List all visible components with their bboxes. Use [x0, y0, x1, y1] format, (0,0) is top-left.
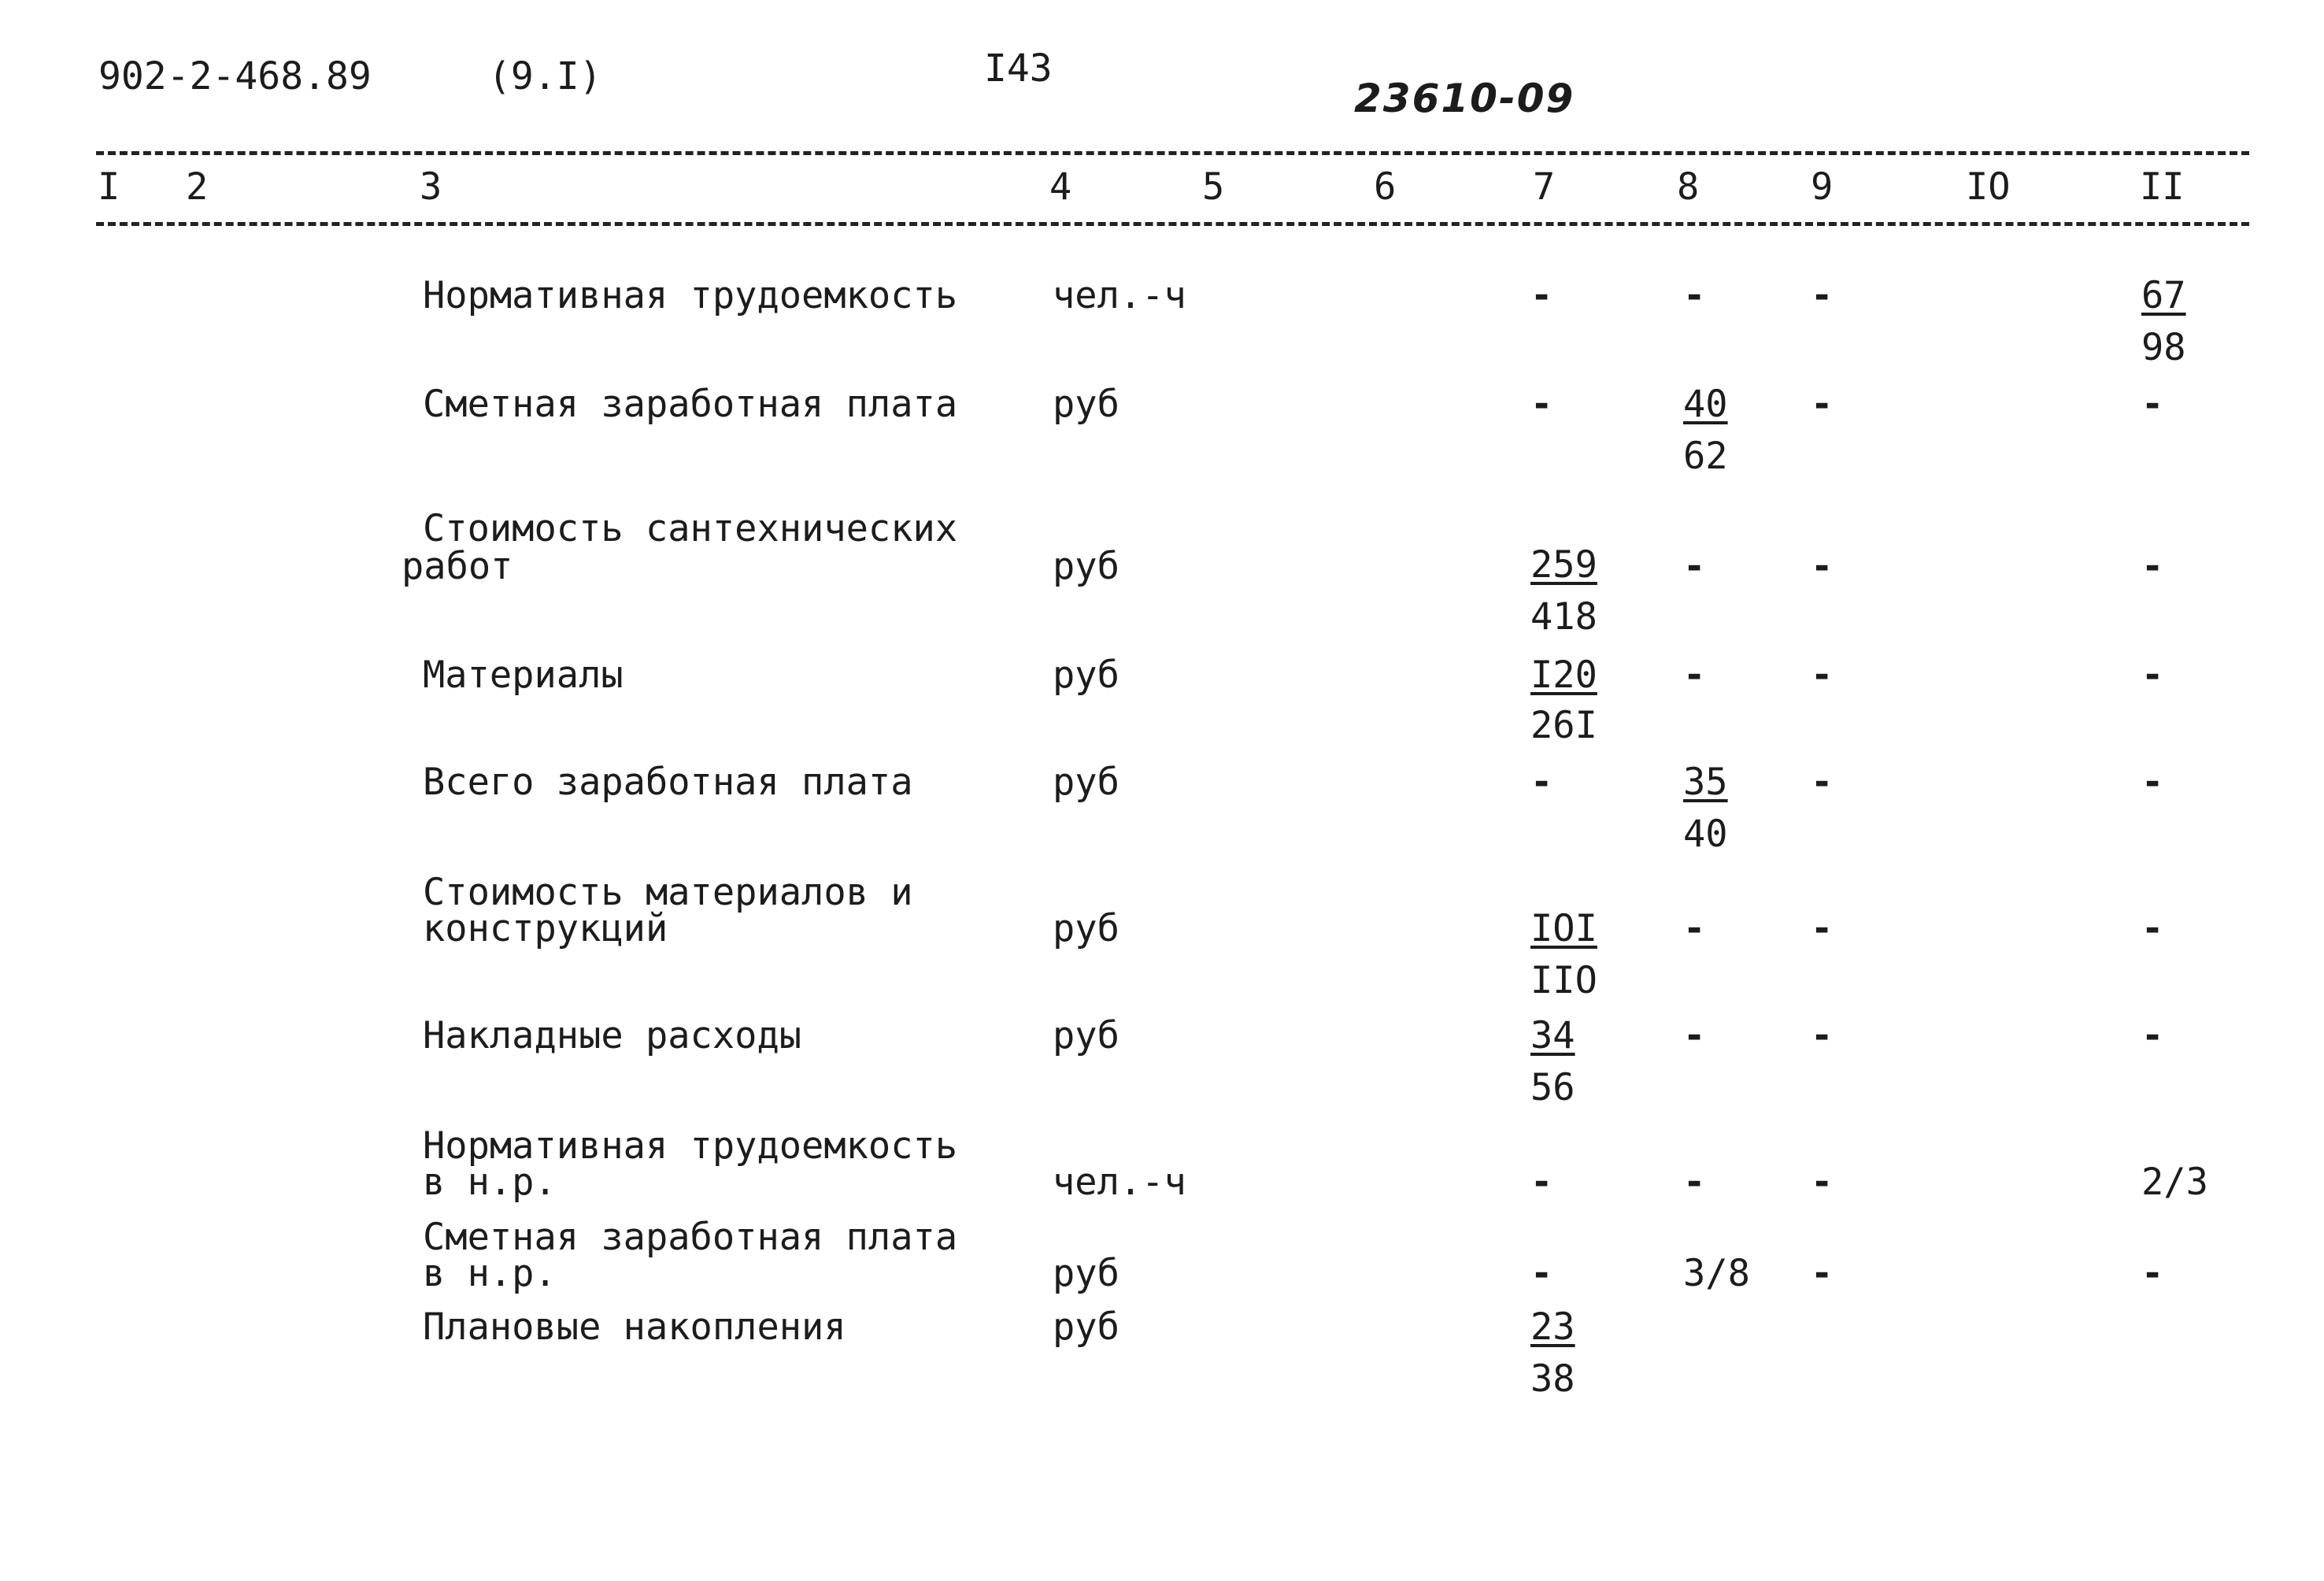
cell-col7: -: [1530, 1161, 1553, 1204]
cell-col11: -: [2141, 383, 2164, 426]
cell-col9: -: [1811, 654, 1834, 697]
column-header: 4: [1049, 165, 1072, 209]
column-header: I: [98, 165, 120, 209]
cell-col7: -: [1530, 383, 1553, 426]
row-name: Стоимость сантехнических: [423, 507, 958, 550]
column-header: 7: [1533, 165, 1556, 209]
column-header: IO: [1966, 165, 2011, 209]
cell-col7-top: 23: [1530, 1305, 1575, 1349]
cell-col11: -: [2141, 654, 2164, 697]
column-header: 8: [1677, 165, 1700, 209]
row-name: конструкций: [423, 907, 668, 950]
column-header: II: [2140, 165, 2185, 209]
cell-col11: 2/3: [2141, 1161, 2208, 1204]
row-name: Сметная заработная плата: [423, 383, 958, 426]
row-unit: руб: [1053, 907, 1119, 950]
row-name: Нормативная трудоемкость: [423, 274, 958, 317]
column-header: 5: [1202, 165, 1225, 209]
row-name: Накладные расходы: [423, 1014, 802, 1057]
cell-col9: -: [1811, 1252, 1834, 1295]
inventory-stamp: 23610-09: [1354, 76, 1575, 121]
cell-col8: -: [1683, 907, 1706, 950]
cell-col7-bottom: 26I: [1530, 704, 1597, 747]
column-header: 6: [1374, 165, 1397, 209]
row-unit: руб: [1053, 1014, 1119, 1057]
cell-col8-bottom: 62: [1683, 435, 1728, 478]
cell-col11: -: [2141, 1252, 2164, 1295]
row-name: Стоимость материалов и: [423, 871, 913, 914]
cell-col7: -: [1530, 1252, 1553, 1295]
cell-col9: -: [1811, 274, 1834, 317]
cell-col7-bottom: 38: [1530, 1357, 1575, 1401]
bottom-dashed-rule: [96, 222, 2249, 226]
cell-col11: -: [2141, 907, 2164, 950]
row-name: Материалы: [423, 654, 624, 697]
row-unit: руб: [1053, 761, 1119, 804]
cell-col7-bottom: 56: [1530, 1066, 1575, 1109]
cell-col9: -: [1811, 907, 1834, 950]
page-number: I43: [984, 46, 1053, 91]
cell-col11: -: [2141, 545, 2164, 588]
cell-col7: -: [1530, 761, 1553, 804]
cell-col11: -: [2141, 761, 2164, 804]
row-name: Всего заработная плата: [423, 761, 913, 804]
row-unit: руб: [1053, 654, 1119, 697]
top-dashed-rule: [96, 151, 2249, 155]
row-name: работ: [402, 545, 513, 588]
cell-col8-top: 35: [1683, 761, 1728, 804]
row-unit: руб: [1053, 1252, 1119, 1295]
cell-col7-top: 34: [1530, 1014, 1575, 1057]
cell-col11: -: [2141, 1014, 2164, 1057]
column-header: 3: [420, 165, 442, 209]
cell-col7-bottom: 418: [1530, 595, 1597, 639]
cell-col8: -: [1683, 654, 1706, 697]
cell-col11-bottom: 98: [2141, 326, 2186, 369]
row-name: Плановые накопления: [423, 1305, 846, 1349]
row-name: Нормативная трудоемкость: [423, 1124, 958, 1168]
row-name: в н.р.: [423, 1252, 557, 1295]
row-unit: чел.-ч: [1053, 274, 1186, 317]
cell-col8: -: [1683, 1161, 1706, 1204]
cell-col8: 3/8: [1683, 1252, 1750, 1295]
cell-col9: -: [1811, 1161, 1834, 1204]
cell-col7-top: I20: [1530, 654, 1597, 697]
cell-col7-top: IOI: [1530, 907, 1597, 950]
row-unit: руб: [1053, 1305, 1119, 1349]
cell-col8: -: [1683, 1014, 1706, 1057]
cell-col7-bottom: IIO: [1530, 959, 1597, 1002]
row-unit: руб: [1053, 545, 1119, 588]
row-unit: чел.-ч: [1053, 1161, 1186, 1204]
column-header: 2: [186, 165, 209, 209]
cell-col8: -: [1683, 545, 1706, 588]
cell-col8: -: [1683, 274, 1706, 317]
row-unit: руб: [1053, 383, 1119, 426]
column-header: 9: [1811, 165, 1834, 209]
cell-col7-top: 259: [1530, 543, 1597, 587]
cell-col7: -: [1530, 274, 1553, 317]
row-name: в н.р.: [423, 1161, 557, 1204]
section-number: (9.I): [488, 54, 602, 98]
cell-col8-top: 40: [1683, 383, 1728, 426]
cell-col9: -: [1811, 1014, 1834, 1057]
cell-col11-top: 67: [2141, 274, 2186, 317]
row-name: Сметная заработная плата: [423, 1216, 958, 1259]
cell-col9: -: [1811, 761, 1834, 804]
document-number: 902-2-468.89: [98, 54, 372, 98]
cell-col9: -: [1811, 545, 1834, 588]
cell-col8-bottom: 40: [1683, 813, 1728, 856]
cell-col9: -: [1811, 383, 1834, 426]
